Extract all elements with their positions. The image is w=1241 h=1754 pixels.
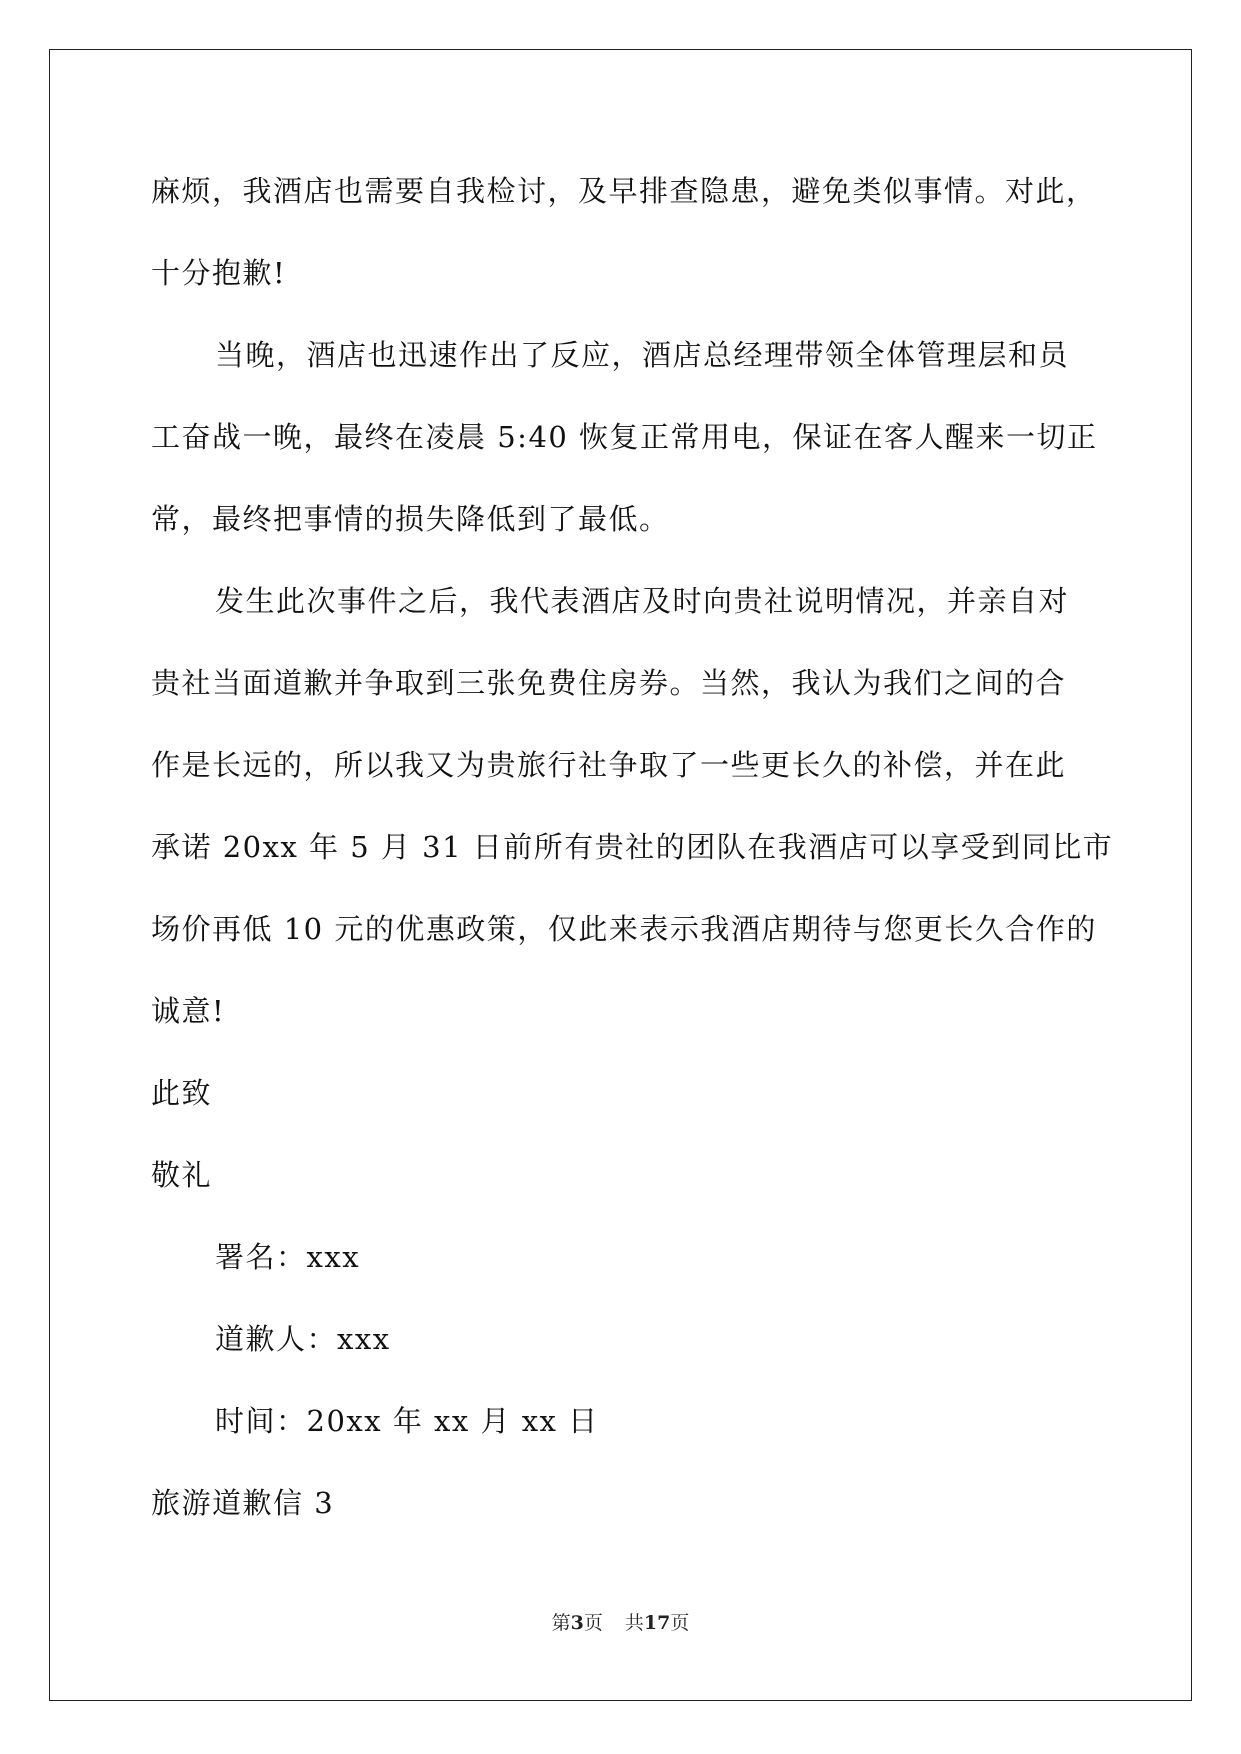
page-footer: [0, 1608, 1241, 1635]
paragraph-line: 承诺 20xx 年 5 月 31 日前所有贵社的团队在我酒店可以享受到同比市: [151, 830, 1114, 864]
footer-total-suffix: 页: [670, 1612, 690, 1634]
paragraph-line: 工奋战一晚，最终在凌晨 5:40 恢复正常用电，保证在客人醒来一切正: [151, 420, 1098, 454]
document-body: [151, 150, 1114, 1544]
footer-suffix: 页: [583, 1612, 603, 1634]
paragraph-line: 作是长远的，所以我又为贵旅行社争取了一些更长久的补偿，并在此: [151, 748, 1067, 782]
paragraph-line: 场价再低 10 元的优惠政策，仅此来表示我酒店期待与您更长久合作的: [151, 912, 1097, 946]
section-heading: 旅游道歉信 3: [151, 1486, 335, 1520]
closing-regards: 敬礼: [151, 1158, 213, 1192]
paragraph-line: 诚意!: [151, 994, 226, 1028]
paragraph-line: 发生此次事件之后，我代表酒店及时向贵社说明情况，并亲自对: [215, 584, 1070, 618]
closing-salutation: 此致: [151, 1076, 213, 1110]
paragraph-line: 常，最终把事情的损失降低到了最低。: [151, 502, 670, 536]
signature-line: 署名：xxx: [215, 1240, 361, 1274]
paragraph-line: 十分抱歉!: [151, 256, 287, 290]
footer-total-prefix: 共: [624, 1612, 644, 1634]
apologizer-line: 道歉人：xxx: [215, 1322, 391, 1356]
paragraph-line: 当晚，酒店也迅速作出了反应，酒店总经理带领全体管理层和员: [215, 338, 1070, 372]
total-page-count: 17: [643, 1612, 671, 1634]
paragraph-line: 贵社当面道歉并争取到三张免费住房券。当然，我认为我们之间的合: [151, 666, 1067, 700]
current-page-number: 3: [570, 1612, 584, 1634]
date-line: 时间：20xx 年 xx 月 xx 日: [215, 1404, 599, 1438]
paragraph-line: 麻烦，我酒店也需要自我检讨，及早排查隐患，避免类似事情。对此，: [151, 174, 1097, 208]
footer-prefix: 第: [551, 1612, 571, 1634]
